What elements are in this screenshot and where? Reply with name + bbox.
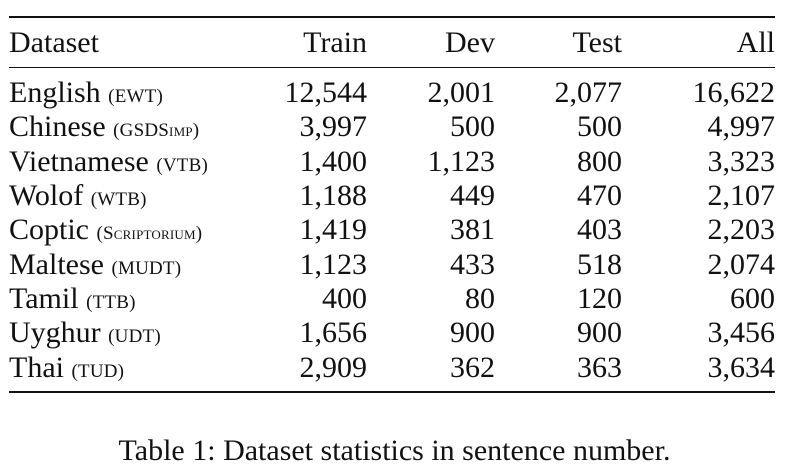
all-count: 4,997 <box>707 110 775 144</box>
language-name: Vietnamese <box>9 144 149 178</box>
dataset-cell <box>9 316 259 350</box>
table-row <box>9 247 775 281</box>
all-count: 3,323 <box>707 144 775 178</box>
train-count: 12,544 <box>284 76 367 110</box>
train-count: 1,656 <box>299 316 367 350</box>
dev-count: 2,001 <box>427 76 495 110</box>
dev-count: 1,123 <box>427 144 495 178</box>
table-row <box>9 110 775 144</box>
test-count: 470 <box>577 179 622 213</box>
dev-count: 362 <box>367 350 495 391</box>
test-count: 120 <box>577 281 622 315</box>
language-name: Tamil <box>9 281 79 315</box>
all-count: 3,456 <box>707 316 775 350</box>
dataset-cell <box>9 179 259 213</box>
language-name: Thai <box>9 350 64 384</box>
train-count: 3,997 <box>299 110 367 144</box>
train-count: 1,400 <box>299 144 367 178</box>
train-count: 1,419 <box>299 213 367 247</box>
dataset-cell <box>9 68 259 111</box>
dataset-cell <box>9 282 259 316</box>
treebank-label: (TUD) <box>71 360 125 382</box>
test-count: 363 <box>495 350 622 391</box>
header-all: All <box>622 17 775 68</box>
header-test: Test <box>495 17 622 68</box>
dev-count: 500 <box>450 110 495 144</box>
language-name: English <box>9 76 101 110</box>
language-name: Coptic <box>9 213 89 247</box>
treebank-label: (GSDSimp) <box>113 120 200 142</box>
all-count: 3,634 <box>622 350 775 391</box>
treebank-label: (UDT) <box>108 326 161 348</box>
all-count: 600 <box>730 281 775 315</box>
treebank-label: (TTB) <box>86 291 136 313</box>
table-caption: Table 1: Dataset statistics in sentence number. <box>118 434 671 467</box>
dataset-cell <box>9 110 259 144</box>
dataset-cell <box>9 350 259 391</box>
table-row <box>9 350 775 391</box>
table-row <box>9 316 775 350</box>
all-count: 16,622 <box>692 76 775 110</box>
header-train: Train <box>259 17 367 68</box>
table-row <box>9 68 775 111</box>
header-row <box>9 17 775 68</box>
table-row <box>9 179 775 213</box>
dataset-cell <box>9 247 259 281</box>
dev-count: 433 <box>450 247 495 281</box>
all-count: 2,074 <box>707 247 775 281</box>
all-count: 2,203 <box>707 213 775 247</box>
header-dataset: Dataset <box>9 17 259 68</box>
test-count: 403 <box>577 213 622 247</box>
all-count: 2,107 <box>707 179 775 213</box>
table-row <box>9 282 775 316</box>
treebank-label: (WTB) <box>90 189 147 211</box>
treebank-label: (EWT) <box>108 86 163 108</box>
dataset-statistics-table <box>9 16 775 393</box>
dataset-cell <box>9 145 259 179</box>
table-row <box>9 145 775 179</box>
language-name: Wolof <box>9 179 84 213</box>
dev-count: 900 <box>450 316 495 350</box>
treebank-label: (VTB) <box>156 154 208 176</box>
test-count: 518 <box>577 247 622 281</box>
dataset-statistics-table-wrapper <box>9 16 775 393</box>
test-count: 2,077 <box>554 76 622 110</box>
test-count: 900 <box>577 316 622 350</box>
language-name: Chinese <box>9 110 106 144</box>
table-row <box>9 213 775 247</box>
treebank-label: (MUDT) <box>111 257 182 279</box>
dev-count: 80 <box>465 281 495 315</box>
test-count: 800 <box>577 144 622 178</box>
dev-count: 449 <box>450 179 495 213</box>
test-count: 500 <box>577 110 622 144</box>
table-header <box>9 17 775 68</box>
language-name: Maltese <box>9 247 104 281</box>
table-body <box>9 68 775 392</box>
dev-count: 381 <box>450 213 495 247</box>
train-count: 1,123 <box>299 247 367 281</box>
language-name: Uyghur <box>9 316 101 350</box>
train-count: 1,188 <box>299 179 367 213</box>
dataset-cell <box>9 213 259 247</box>
treebank-label: (Scriptorium) <box>96 223 203 245</box>
train-count: 400 <box>322 281 367 315</box>
header-dev: Dev <box>367 17 495 68</box>
train-count: 2,909 <box>259 350 367 391</box>
